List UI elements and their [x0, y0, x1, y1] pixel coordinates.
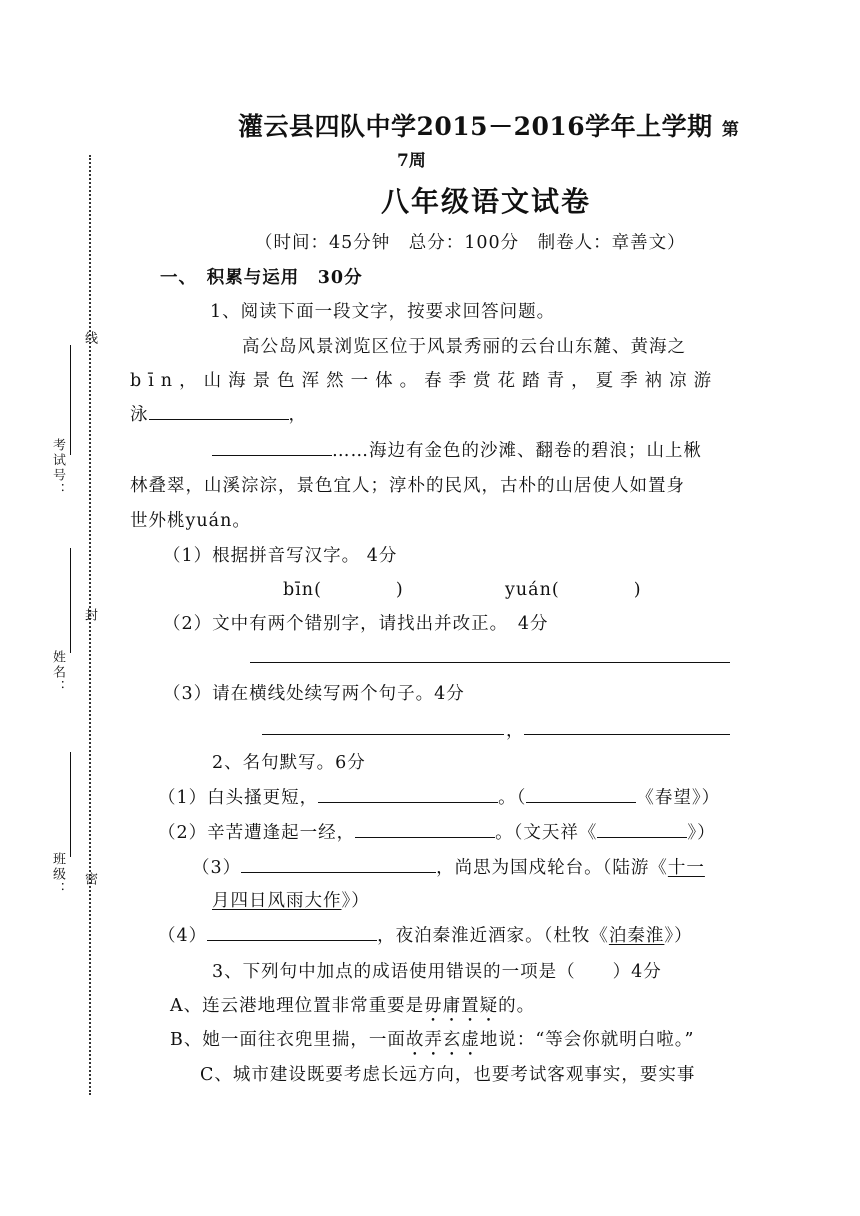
name-blank — [70, 548, 71, 653]
q2-line-3-cont — [212, 887, 370, 912]
seal-line-char-mi: 密 — [82, 872, 97, 887]
continuation-blank-1[interactable] — [149, 401, 289, 420]
q3-option-b-end: 地说：“等会你就明白啦。” — [479, 1030, 695, 1050]
q2-line-1-mid: 。（ — [498, 788, 527, 808]
q2-line-3-title-end: 月四日风雨大作 — [212, 891, 342, 911]
q3-option-a-end: 的。 — [498, 996, 536, 1016]
class-label: 班级： — [50, 852, 65, 897]
name-label: 姓名： — [50, 650, 65, 695]
q2-prompt: 2、名句默写。6分 — [212, 753, 366, 773]
q3-prompt: 3、下列句中加点的成语使用错误的一项是（ ）4分 — [212, 962, 662, 982]
q2-line-1-author-blank[interactable] — [526, 784, 636, 803]
q2-line-4-text: ，夜泊秦淮近酒家。（杜牧《 — [377, 926, 609, 946]
exam-info: （时间：45分钟 总分：100分 制卷人：章善文） — [255, 233, 686, 253]
exam-title — [238, 107, 739, 143]
q2-line-4-title: 泊秦淮 — [608, 926, 665, 946]
q3-option-b-idiom: 故弄玄虚 — [405, 1030, 480, 1050]
q2-line-2-blank[interactable] — [355, 819, 495, 838]
q1-sub3-answer-line-1[interactable] — [262, 734, 504, 735]
subject-title: 八年级语文试卷 — [381, 185, 592, 218]
seal-line-char-xian: 线 — [82, 331, 97, 346]
q2-line-2-title-blank[interactable] — [597, 819, 687, 838]
passage-line-3 — [130, 401, 307, 426]
seal-line-char-feng: 封 — [82, 608, 97, 623]
q2-line-1-blank[interactable] — [318, 784, 498, 803]
title-suffix: 第 — [721, 120, 740, 140]
q2-line-3-text: ，尚思为国戍轮台。（陆游《 — [436, 858, 668, 878]
q2-line-3-title-start: 十一 — [667, 858, 705, 878]
q2-line-2-text: （2）辛苦遭逢起一经， — [158, 823, 356, 843]
q1-sub3: （3）请在横线处续写两个句子。4分 — [163, 684, 465, 704]
pinyin-answer-yuan[interactable]: yuán( ) — [505, 580, 642, 600]
q2-line-1-source: 《春望》） — [636, 788, 721, 808]
q2-line-2 — [158, 819, 716, 844]
q1-sub2: （2）文中有两个错别字，请找出并改正。 4分 — [163, 614, 549, 634]
q1-sub3-answer-line-2[interactable] — [524, 734, 730, 735]
q2-line-4-blank[interactable] — [207, 922, 377, 941]
class-blank — [70, 752, 71, 857]
passage-line-5: 林叠翠，山溪淙淙，景色宜人；淳朴的民风，古朴的山居使人如置身 — [130, 476, 685, 496]
passage-word: 泳 — [130, 405, 149, 425]
q2-line-3 — [192, 854, 705, 879]
q2-line-4-num: （4） — [158, 926, 208, 946]
q3-option-b-text: B、她一面往衣兜里揣，一面 — [170, 1030, 406, 1050]
passage-line-4 — [212, 437, 702, 462]
passage-line-6: 世外桃yuán。 — [130, 511, 251, 531]
q2-line-2-close: 》） — [687, 823, 716, 843]
exam-number-blank — [70, 345, 71, 455]
q2-line-4-close: 》） — [664, 926, 693, 946]
q2-line-1-text: （1）白头搔更短， — [158, 788, 319, 808]
passage-line-2: bīn，山海景色浑然一体。春季赏花踏青，夏季衲凉游 — [130, 371, 719, 391]
passage-line-4-text: ……海边有金色的沙滩、翻卷的碧浪；山上楸 — [332, 441, 702, 461]
q2-line-1 — [158, 784, 720, 809]
q2-line-3-close: 》） — [341, 891, 370, 911]
q2-line-3-num: （3） — [192, 858, 242, 878]
q3-option-a[interactable] — [170, 992, 535, 1026]
passage-comma: ， — [288, 405, 307, 425]
q3-option-a-text: A、连云港地理位置非常重要是 — [170, 996, 425, 1016]
q3-option-a-idiom: 毋庸置疑 — [424, 996, 499, 1016]
q1-sub3-comma: ， — [506, 721, 525, 741]
passage-line-1: 高公岛风景浏览区位于风景秀丽的云台山东麓、黄海之 — [242, 337, 686, 357]
week-label: 7周 — [397, 151, 426, 171]
q1-sub1: （1）根据拼音写汉字。 4分 — [163, 546, 398, 566]
section-heading: 一、 积累与运用 30分 — [160, 268, 363, 288]
continuation-blank-2[interactable] — [212, 437, 332, 456]
binding-dotted-line — [89, 155, 91, 1095]
q3-option-c[interactable]: C、城市建设既要考虑长远方向，也要考试客观事实，要实事 — [200, 1065, 696, 1085]
q1-sub2-answer-line[interactable] — [250, 662, 730, 663]
exam-number-label: 考试号： — [50, 438, 65, 498]
school-term-title: 灌云县四队中学2015－2016学年上学期 — [238, 112, 713, 141]
q1-prompt: 1、阅读下面一段文字，按要求回答问题。 — [210, 302, 556, 322]
q2-line-2-mid: 。（文天祥《 — [495, 823, 598, 843]
q2-line-3-blank[interactable] — [241, 854, 436, 873]
q3-option-b[interactable] — [170, 1026, 695, 1060]
q2-line-4 — [158, 922, 693, 947]
pinyin-answer-bin[interactable]: bīn( ) — [283, 580, 404, 600]
